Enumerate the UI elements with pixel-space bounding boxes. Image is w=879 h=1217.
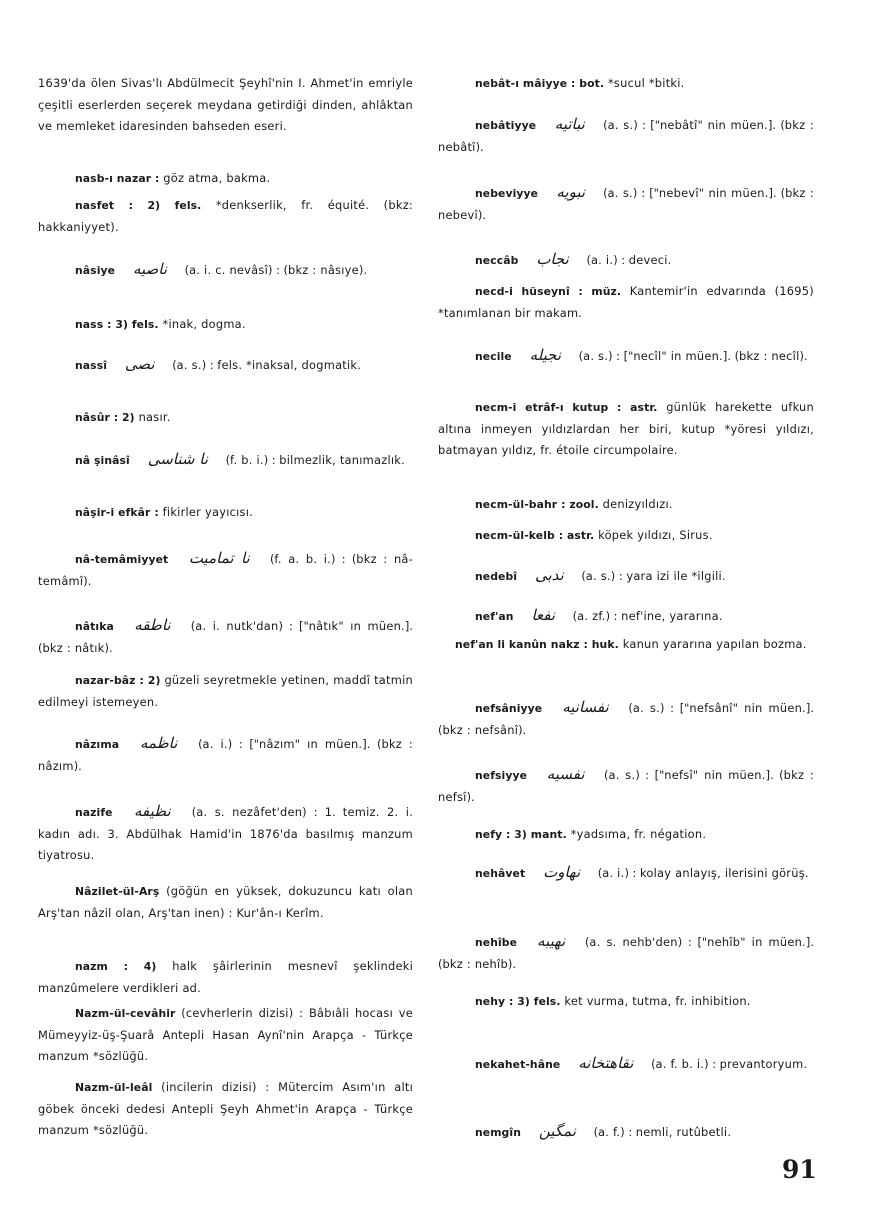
entry-body: *sucul *bitki. xyxy=(607,76,685,91)
entry-body: (a. i.) : kolay anlayış, ilerisini görüş. xyxy=(597,866,809,881)
dictionary-entry xyxy=(438,281,814,323)
dictionary-entry xyxy=(438,1053,814,1075)
entry-body: (a. s.) : ["nebevî" nin müen.]. (bkz : nebevî). xyxy=(438,186,814,222)
arabic-script: ناصيه xyxy=(132,260,167,279)
dictionary-entry xyxy=(38,881,413,923)
entry-headword: necm-ül-kelb : astr. xyxy=(475,529,595,543)
dictionary-entry xyxy=(438,494,814,515)
dictionary-entry xyxy=(438,249,814,271)
entry-body: (göğün en yüksek, dokuzuncu katı olan Arş'tan nâzil olan, Arş'tan inen) : Kur'ân-ı Kerîm. xyxy=(38,884,413,920)
dictionary-entry xyxy=(38,615,413,658)
entry-headword: nâ-temâmiyyet xyxy=(75,553,169,567)
entry-headword: nehy : 3) fels. xyxy=(475,995,561,1009)
entry-headword: nazar-bâz : 2) xyxy=(75,674,161,688)
arabic-script: نظيفه xyxy=(133,802,171,821)
dictionary-entry xyxy=(438,1121,814,1143)
entry-body: 1639'da ölen Sivas'lı Abdülmecit Şeyhî'nin I. Ahmet'in emriyle çeşitli eserlerden seçerek meydana getirdiği dinden, ahlâktan ve memleket idaresinden bahseden eseri. xyxy=(38,76,413,133)
entry-headword: nassî xyxy=(75,359,108,373)
entry-body: güzeli seyretmekle yetinen, maddî tatmin edilmeyi istemeyen. xyxy=(38,673,413,709)
dictionary-entry xyxy=(38,1077,413,1141)
entry-body: köpek yıldızı, Sirus. xyxy=(598,528,713,543)
entry-headword: nebât-ı mâiyye : bot. xyxy=(475,77,605,91)
entry-body: (a. s. nezâfet'den) : 1. temiz. 2. i. kadın adı. 3. Abdülhak Hamid'in 1876'da basılmış manzum tiyatrosu. xyxy=(38,805,414,862)
page-number: 91 xyxy=(782,1155,817,1184)
dictionary-entry xyxy=(38,407,413,428)
entry-body: (a. f. b. i.) : prevantoryum. xyxy=(651,1057,808,1072)
entry-headword: Nazm-ül-leâl xyxy=(75,1081,153,1095)
dictionary-entry xyxy=(438,697,814,740)
dictionary-entry xyxy=(438,931,814,974)
entry-body: nasır. xyxy=(138,410,171,425)
dictionary-entry xyxy=(38,548,413,591)
entry-headword: nasfet : 2) fels. xyxy=(75,199,202,213)
entry-body: halk şâirlerinin mesnevî şeklindeki manzûmelere verdikleri ad. xyxy=(38,959,414,995)
entry-body: (f. b. i.) : bilmezlik, tanımazlık. xyxy=(225,453,405,468)
arabic-script: ندبى xyxy=(534,566,564,585)
entry-headword: nefsiyye xyxy=(475,769,528,783)
entry-continuation xyxy=(38,73,413,137)
arabic-script: نصى xyxy=(124,355,155,374)
entry-headword: nâtıka xyxy=(75,620,114,634)
entry-body: kanun yararına yapılan bozma. xyxy=(622,637,807,652)
dictionary-entry xyxy=(438,565,814,587)
entry-headword: nefy : 3) mant. xyxy=(475,828,567,842)
dictionary-entry xyxy=(38,801,413,866)
entry-body: (a. s.) : ["necîl" in müen.]. (bkz : necîl). xyxy=(578,349,808,364)
entry-headword: nâ şinâsî xyxy=(75,454,130,468)
dictionary-entry xyxy=(438,634,814,655)
entry-headword: nefsâniyye xyxy=(475,702,543,716)
dictionary-entry xyxy=(38,195,413,237)
arabic-script: ناظمه xyxy=(140,734,178,753)
left-column xyxy=(38,0,413,1217)
dictionary-entry xyxy=(38,354,413,376)
entry-body: (a. s.) : yara izi ile *ilgili. xyxy=(581,569,726,584)
entry-headword: necile xyxy=(475,350,512,364)
dictionary-entry xyxy=(438,73,814,94)
entry-headword: neccâb xyxy=(475,254,519,268)
entry-body: (cevherlerin dizisi) : Bâbıâli hocası ve Mümeyyiz-üş-Şuarâ Antepli Hasan Aynî'nin Arapça - Türkçe manzum *sözlüğü. xyxy=(38,1006,413,1063)
entry-body: (a. zf.) : nef'ine, yararına. xyxy=(572,609,723,624)
entry-body: *inak, dogma. xyxy=(162,317,246,332)
entry-headword: nâzıma xyxy=(75,738,120,752)
entry-headword: necm-i etrâf-ı kutup : astr. xyxy=(475,401,658,415)
entry-headword: nemgîn xyxy=(475,1126,521,1140)
dictionary-entry xyxy=(38,449,413,471)
entry-body: (incilerin dizisi) : Mütercim Asım'ın altı göbek önceki dedesi Antepli Şeyh Ahmet'in Arapça - Türkçe manzum *sözlüğü. xyxy=(38,1080,413,1137)
entry-body: (a. i. c. nevâsî) : (bkz : nâsıye). xyxy=(184,263,367,278)
entry-headword: nekahet-hâne xyxy=(475,1058,561,1072)
entry-headword: necd-i hüseynî : müz. xyxy=(475,285,622,299)
dictionary-entry xyxy=(38,259,413,281)
dictionary-entry xyxy=(38,502,413,523)
dictionary-entry xyxy=(438,397,814,461)
dictionary-entry xyxy=(38,168,413,189)
arabic-script: نا تماميت xyxy=(188,549,250,568)
arabic-script: نفسانيه xyxy=(562,698,609,717)
arabic-script: نفسيه xyxy=(546,765,585,784)
entry-headword: Nazm-ül-cevâhir xyxy=(75,1007,176,1021)
entry-headword: nazife xyxy=(75,806,113,820)
entry-body: (a. i. nutk'dan) : ["nâtık" ın müen.]. (bkz : nâtık). xyxy=(38,619,413,655)
entry-body: fikirler yayıcısı. xyxy=(162,505,254,520)
entry-headword: nass : 3) fels. xyxy=(75,318,159,332)
entry-headword: nehîbe xyxy=(475,936,518,950)
entry-body: (a. s. nehb'den) : ["nehîb" in müen.]. (bkz : nehîb). xyxy=(438,935,814,971)
entry-headword: nasb-ı nazar : xyxy=(75,172,160,186)
entry-body: günlük harekette ufkun altına inmeyen yıldızlardan her biri, kutup *yöresi yıldızı, batmayan yıldız, fr. étoile circumpolaire. xyxy=(438,400,814,457)
dictionary-entry xyxy=(438,525,814,546)
entry-body: Kantemir'in edvarında (1695) *tanımlanan bir makam. xyxy=(438,284,814,320)
entry-body: ket vurma, tutma, fr. inhibition. xyxy=(564,994,751,1009)
dictionary-entry xyxy=(438,605,814,627)
entry-headword: nazm : 4) xyxy=(75,960,157,974)
arabic-script: نمگين xyxy=(538,1122,576,1141)
entry-body: *denkserlik, fr. équité. (bkz: hakkaniyyet). xyxy=(38,198,414,234)
dictionary-entry xyxy=(438,345,814,367)
arabic-script: نفعا xyxy=(531,606,556,625)
arabic-script: نبويه xyxy=(556,183,586,202)
dictionary-entry xyxy=(38,956,413,998)
arabic-script: نجيله xyxy=(529,346,562,365)
entry-body: (a. s.) : ["nefsânî" nin müen.]. (bkz : nefsânî). xyxy=(438,701,814,737)
right-column xyxy=(438,0,814,1217)
dictionary-entry xyxy=(438,824,814,845)
entry-headword: nef'an li kanûn nakz : huk. xyxy=(455,638,619,652)
entry-headword: nef'an xyxy=(475,610,514,624)
entry-body: (a. s.) : ["nebâtî" nin müen.]. (bkz : nebâtî). xyxy=(438,118,815,154)
arabic-script: نهيبه xyxy=(537,932,566,951)
entry-headword: necm-ül-bahr : zool. xyxy=(475,498,599,512)
entry-body: göz atma, bakma. xyxy=(163,171,271,186)
entry-body: (a. f.) : nemli, rutûbetli. xyxy=(593,1125,732,1140)
entry-headword: nâsiye xyxy=(75,264,116,278)
dictionary-entry xyxy=(38,733,413,776)
arabic-script: نا شناسى xyxy=(147,450,208,469)
dictionary-entry xyxy=(438,862,814,884)
entry-headword: nebâtiyye xyxy=(475,119,537,133)
dictionary-entry xyxy=(438,114,814,157)
dictionary-entry xyxy=(38,314,413,335)
dictionary-entry xyxy=(438,764,814,807)
dictionary-entry xyxy=(438,991,814,1012)
dictionary-entry xyxy=(38,1003,413,1067)
arabic-script: نباتيه xyxy=(554,115,585,134)
entry-headword: nebeviyye xyxy=(475,187,539,201)
entry-headword: nehâvet xyxy=(475,867,526,881)
entry-headword: nedebî xyxy=(475,570,518,584)
arabic-script: نجاب xyxy=(536,250,569,269)
entry-body: (a. s.) : fels. *inaksal, dogmatik. xyxy=(172,358,362,373)
entry-body: denizyıldızı. xyxy=(602,497,673,512)
arabic-script: نقاهتخانه xyxy=(578,1054,634,1073)
arabic-script: نهاوت xyxy=(543,863,581,882)
entry-headword: nâsûr : 2) xyxy=(75,411,135,425)
entry-body: *yadsıma, fr. négation. xyxy=(570,827,707,842)
entry-body: (a. i.) : deveci. xyxy=(586,253,672,268)
entry-body: (a. i.) : ["nâzım" ın müen.]. (bkz : nâzım). xyxy=(38,737,413,773)
entry-body: (a. s.) : ["nefsî" nin müen.]. (bkz : nefsî). xyxy=(438,768,815,804)
dictionary-entry xyxy=(438,182,814,225)
entry-headword: nâşir-i efkâr : xyxy=(75,506,159,520)
entry-body: (f. a. b. i.) : (bkz : nâ-temâmî). xyxy=(38,552,414,588)
entry-headword: Nâzilet-ül-Arş xyxy=(75,885,160,899)
dictionary-entry xyxy=(38,670,413,712)
arabic-script: ناطقه xyxy=(134,616,171,635)
